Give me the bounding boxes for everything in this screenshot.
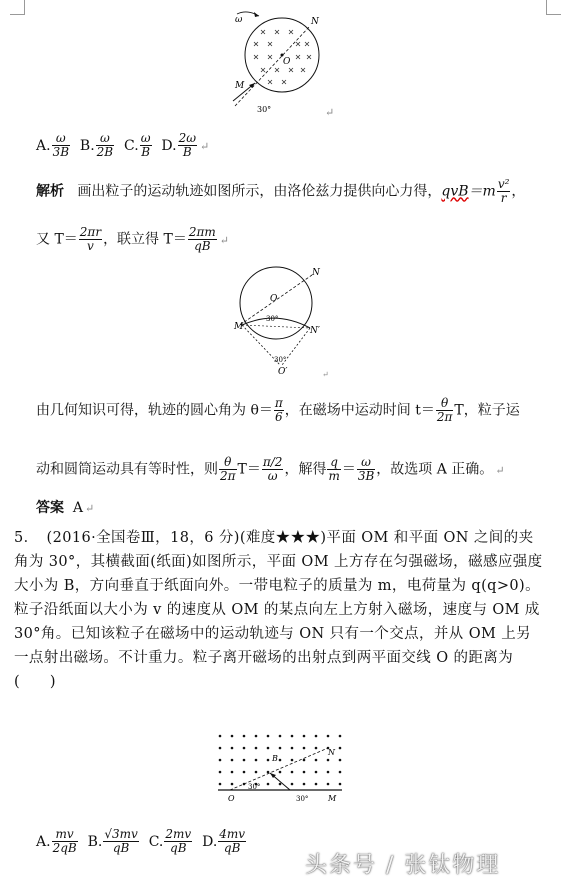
- fig2-o-label: O: [270, 294, 278, 304]
- field-dot: [231, 735, 234, 738]
- field-dot: [291, 771, 294, 774]
- question-text: (2016·全国卷Ⅲ，18，6 分)(难度★★★)平面 OM 和平面 ON 之间的夹角为 30°，其横截面(纸面)如图所示，平面 OM 上方存在匀强磁场，磁感应强度大小为 B，方向垂直于纸面向外。一带电粒子的质量为 m，电荷量为 q(q>0)。粒子沿纸面以大小为 v 的速度从 OM 的某点向左上方射入磁场，速度与 OM 成 30°角。已知该粒子在磁场中的运动轨迹与 ON 只有一个交点，并从 OM 上另一点射出磁场。不计重力。粒子离开磁场的出射点到两平面交线 O 的距离为( ): [14, 530, 543, 690]
- answer-label: 答案: [36, 500, 64, 516]
- field-dot: [303, 759, 306, 762]
- option-a[interactable]: A. $\frac{mv}{2qB}$: [36, 827, 77, 855]
- fig3-b-label: B: [272, 754, 278, 763]
- field-dot: [243, 747, 246, 750]
- field-dot: [339, 759, 342, 762]
- question-number: 5．: [14, 530, 39, 546]
- field-dot: [279, 771, 282, 774]
- analysis-label: 解析: [36, 183, 64, 200]
- field-dot: [255, 735, 258, 738]
- field-dot: [255, 771, 258, 774]
- field-dot: [219, 771, 222, 774]
- field-dot: [315, 759, 318, 762]
- field-dot: [255, 747, 258, 750]
- geometry-line-1: 由几何知识可得，轨迹的圆心角为 θ＝ $\frac{\pi}{6}$ ，在磁场中运动时间 t＝ $\frac{\theta}{2\pi}$ T，粒子运: [36, 396, 520, 424]
- field-dot: [243, 771, 246, 774]
- field-dot: [279, 747, 282, 750]
- field-dot: [267, 747, 270, 750]
- fig2-oprime-label: O′: [278, 367, 288, 377]
- answer-value: A: [72, 500, 84, 516]
- fig3-m-label: M: [328, 794, 337, 803]
- option-d[interactable]: D. $\frac{2\omega}{B}$: [161, 131, 197, 159]
- field-dot: [315, 735, 318, 738]
- field-dot: [219, 759, 222, 762]
- field-dot: [243, 735, 246, 738]
- fig2-m-label: M: [234, 322, 244, 332]
- field-dot: [231, 759, 234, 762]
- field-dot: [303, 783, 306, 786]
- option-a[interactable]: A. $\frac{\omega}{3B}$: [36, 131, 70, 159]
- field-dot: [303, 735, 306, 738]
- fig2-n-label: N: [312, 268, 320, 278]
- figure-rotating-cylinder: [225, 8, 335, 118]
- field-dot: [255, 759, 258, 762]
- field-dot: [291, 735, 294, 738]
- field-dot: [327, 735, 330, 738]
- analysis-line-2: 又 T＝ $\frac{2\pi r}{v}$ ，联立得 T＝ $\frac{2\pi m}{qB}$ ↵: [36, 225, 229, 253]
- field-dot: [279, 759, 282, 762]
- field-dot: [291, 759, 294, 762]
- field-dot: [339, 735, 342, 738]
- options-row-1: A. $\frac{\omega}{3B}$ B. $\frac{\omega}{2B}$ C. $\frac{\omega}{B}$ D. $\frac{2\omega}{B}$ ↵: [36, 131, 210, 159]
- figure-field-planes: [210, 728, 350, 808]
- field-dot: [339, 747, 342, 750]
- svg-text:↵: ↵: [322, 370, 329, 379]
- fig3-angle2: 30°: [296, 795, 309, 803]
- field-dot: [303, 747, 306, 750]
- field-dot: [315, 783, 318, 786]
- option-d[interactable]: D. $\frac{4mv}{qB}$: [202, 827, 246, 855]
- field-dot: [315, 747, 318, 750]
- point-n-label: N: [311, 17, 319, 27]
- watermark: 头条号 / 张钛物理: [305, 853, 501, 878]
- fig2-angle2: 30°: [274, 356, 287, 364]
- option-c[interactable]: C. $\frac{\omega}{B}$: [124, 131, 151, 159]
- field-dot: [327, 759, 330, 762]
- field-dot: [327, 771, 330, 774]
- field-dot: [279, 735, 282, 738]
- field-dot: [339, 783, 342, 786]
- answer-line: 答案 A ↵: [36, 500, 95, 516]
- field-dot: [267, 735, 270, 738]
- field-dot: [243, 759, 246, 762]
- page-corner-mark: [546, 0, 561, 15]
- field-dot: [267, 759, 270, 762]
- option-b[interactable]: B. $\frac{√3mv}{qB}$: [87, 827, 138, 855]
- fig3-angle1: 30°: [248, 783, 261, 791]
- question-5: [14, 526, 544, 694]
- point-m-label: M: [235, 81, 245, 91]
- fig2-nprime-label: N′: [310, 326, 320, 336]
- field-dot: [267, 783, 270, 786]
- field-dots: [219, 735, 342, 786]
- options-row-5: [36, 828, 247, 855]
- field-dot: [327, 783, 330, 786]
- field-dot: [231, 783, 234, 786]
- field-dot: [315, 771, 318, 774]
- analysis-line-1: 解析 画出粒子的运动轨迹如图所示，由洛伦兹力提供向心力得，qvB＝m $\frac{\text{v²}}{r}$ ，: [36, 177, 526, 205]
- page-corner-mark: [10, 0, 25, 15]
- field-dot: [291, 747, 294, 750]
- option-b[interactable]: B. $\frac{\omega}{2B}$: [79, 131, 114, 159]
- fig3-n-label: N: [328, 748, 335, 757]
- field-dot: [219, 747, 222, 750]
- option-c[interactable]: C. $\frac{2mv}{qB}$: [148, 827, 192, 855]
- angle-label: 30°: [257, 105, 272, 114]
- field-dot: [279, 783, 282, 786]
- field-dot: [303, 771, 306, 774]
- svg-text:↵: ↵: [325, 106, 335, 118]
- point-o-label: O: [283, 57, 291, 67]
- figure-trajectory: [230, 265, 340, 380]
- field-dot: [231, 747, 234, 750]
- fig3-o-label: O: [228, 794, 235, 803]
- field-dot: [219, 783, 222, 786]
- field-dot: [339, 771, 342, 774]
- field-dot: [231, 771, 234, 774]
- field-dot: [291, 783, 294, 786]
- field-dot: [219, 735, 222, 738]
- geometry-line-2: 动和圆筒运动具有等时性，则 $\frac{\theta}{2\pi}$ T＝ $\frac{\pi/2}{\omega}$ ，解得 $\frac{q}{m}$ ＝ $\frac{\omega}{3B}$ ，故选项 A 正确。 ↵: [36, 455, 505, 483]
- omega-label: ω: [235, 15, 243, 25]
- fig2-angle1: 30°: [266, 315, 279, 323]
